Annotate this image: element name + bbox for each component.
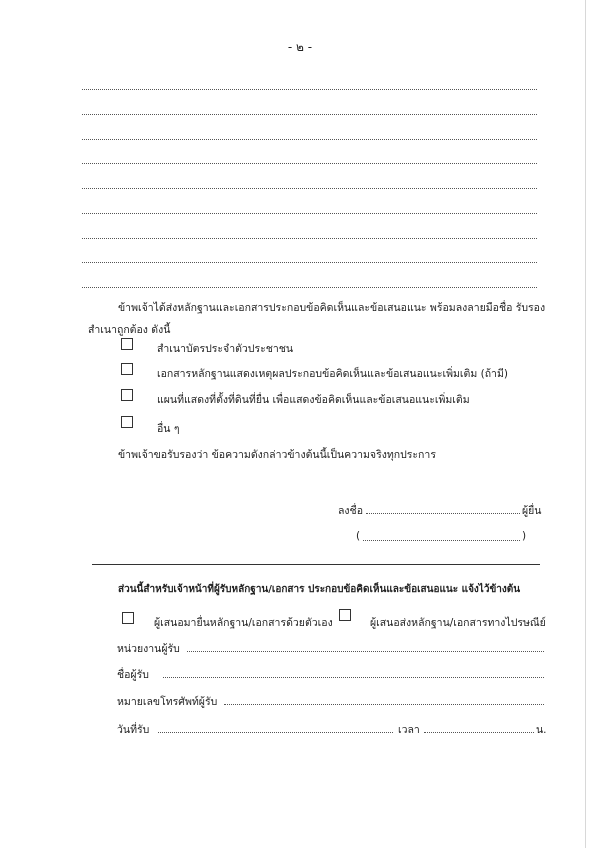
comment-line[interactable] (82, 114, 537, 115)
comment-line[interactable] (82, 163, 537, 164)
signature-suffix: ผู้ยื่น (522, 505, 542, 517)
checkbox-self-submit[interactable] (122, 612, 134, 624)
checklist-label-evidence: เอกสารหลักฐานแสดงเหตุผลประกอบข้อคิดเห็นและข้อเสนอแนะเพิ่มเติม (ถ้ามี) (157, 368, 508, 380)
comment-line[interactable] (82, 188, 537, 189)
page-edge (585, 0, 586, 848)
checkbox-map[interactable] (121, 389, 133, 401)
time-field[interactable] (424, 732, 534, 733)
checkbox-mail-submit[interactable] (339, 609, 351, 621)
comment-line[interactable] (82, 89, 537, 90)
section-divider (92, 564, 540, 565)
checklist-label-map: แผนที่แสดงที่ตั้งที่ดินที่ยื่น เพื่อแสดงข้อคิดเห็นและข้อเสนอแนะเพิ่มเติม (157, 394, 470, 406)
certify-text: ข้าพเจ้าขอรับรองว่า ข้อความดังกล่าวข้างต้นนี้เป็นความจริงทุกประการ (118, 449, 436, 461)
name-paren-open: ( (356, 530, 361, 542)
receiver-phone-label: หมายเลขโทรศัพท์ผู้รับ (117, 696, 218, 708)
statement-line2: สำเนาถูกต้อง ดังนี้ (88, 324, 171, 336)
comment-line[interactable] (82, 213, 537, 214)
comment-line[interactable] (82, 262, 537, 263)
comment-line[interactable] (82, 139, 537, 140)
received-date-label: วันที่รับ (117, 724, 150, 736)
checkbox-other[interactable] (121, 416, 133, 428)
comment-line[interactable] (82, 238, 537, 239)
receiver-name-label: ชื่อผู้รับ (117, 669, 149, 681)
page-number: - ๒ - (287, 40, 313, 54)
officer-section-title: ส่วนนี้สำหรับเจ้าหน้าที่ผู้รับหลักฐาน/เอกสาร ประกอบข้อคิดเห็นและข้อเสนอแนะ แจ้งไว้ข้างต้น (118, 584, 521, 595)
time-label: เวลา (398, 724, 420, 736)
signer-name-field[interactable] (363, 540, 520, 541)
checkbox-evidence[interactable] (121, 363, 133, 375)
signature-label: ลงชื่อ (338, 505, 363, 517)
agency-label: หน่วยงานผู้รับ (117, 643, 180, 655)
option-self-submit-label: ผู้เสนอมายื่นหลักฐาน/เอกสารด้วยตัวเอง (154, 617, 333, 629)
checkbox-id-card[interactable] (121, 338, 133, 350)
receiver-name-field[interactable] (163, 677, 544, 678)
name-paren-close: ) (522, 530, 527, 542)
agency-field[interactable] (187, 651, 544, 652)
option-mail-submit-label: ผู้เสนอส่งหลักฐาน/เอกสารทางไปรษณีย์ (370, 617, 546, 629)
time-suffix: น. (536, 724, 547, 736)
checklist-label-other: อื่น ๆ (157, 423, 180, 435)
received-date-field[interactable] (158, 732, 393, 733)
receiver-phone-field[interactable] (224, 704, 544, 705)
checklist-label-id-card: สำเนาบัตรประจำตัวประชาชน (157, 343, 294, 355)
signature-field[interactable] (366, 513, 520, 514)
statement-line1: ข้าพเจ้าได้ส่งหลักฐานและเอกสารประกอบข้อคิดเห็นและข้อเสนอแนะ พร้อมลงลายมือชื่อ รับรอง (118, 302, 546, 314)
comment-line[interactable] (82, 287, 537, 288)
